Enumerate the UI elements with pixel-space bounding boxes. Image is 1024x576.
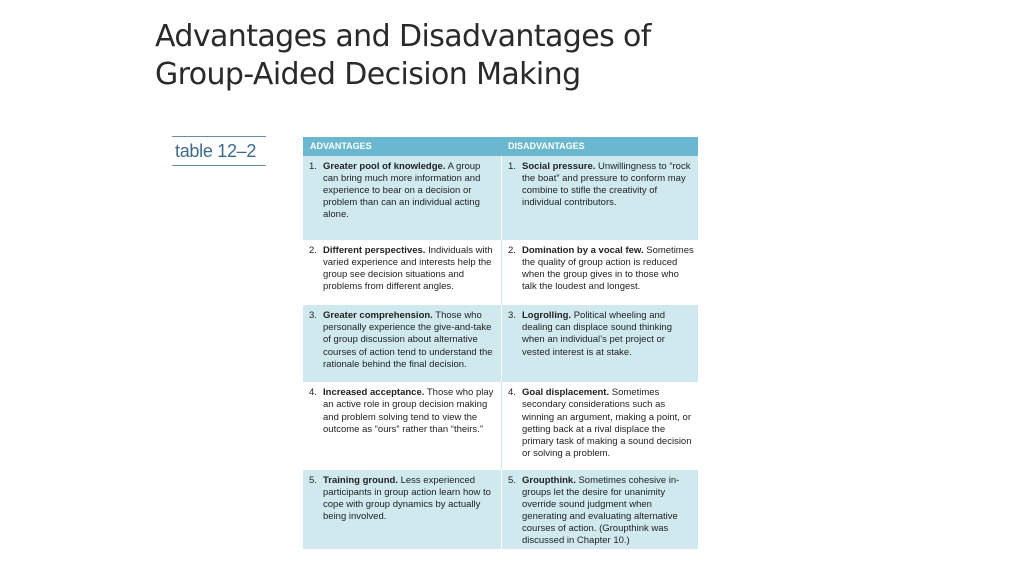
disadvantage-title: Social pressure. (522, 161, 596, 172)
advantage-text: Less experienced participants in group action learn how to cope with group dynamics by actually being involved. (323, 475, 491, 523)
slide-title-line-1: Advantages and Disadvantages of (155, 19, 651, 54)
disadvantage-text: Unwillingness to “rock the boat” and pressure to conform may combine to stifle the creativity of individual contributors. (522, 161, 691, 209)
advantage-text: Individuals with varied experience and interests help the group see decision situations and problems from different angles. (323, 244, 493, 293)
table-row (303, 382, 698, 470)
disadvantage-cell (502, 156, 698, 240)
disadvantage-title: Groupthink. (522, 475, 576, 487)
disadvantage-title: Logrolling. (522, 310, 572, 322)
table-row (303, 156, 698, 240)
table-row (303, 305, 698, 382)
advantage-text: Those who play an active role in group decision making and problem solving tend to view the outcome as “ours” rather than “theirs.” (323, 387, 494, 435)
disadvantage-number: 4. (508, 387, 516, 399)
disadvantage-number: 3. (508, 310, 516, 322)
disadvantage-cell (502, 305, 698, 382)
advantage-number: 4. (309, 387, 317, 399)
advantage-cell (303, 240, 502, 306)
advantage-title: Different perspectives. (323, 244, 426, 256)
header-disadvantages: DISADVANTAGES (508, 141, 585, 151)
table-label: table 12–2 (172, 136, 266, 166)
advantage-cell (303, 305, 502, 382)
advantage-number: 2. (309, 244, 317, 256)
disadvantage-number: 1. (508, 161, 516, 172)
advantage-cell (303, 470, 502, 549)
advantage-cell (303, 156, 502, 240)
disadvantage-text: Sometimes the quality of group action is reduced when the group gives in to those who talk the loudest and longest. (522, 244, 694, 293)
advantage-number: 1. (309, 161, 317, 172)
advantage-cell (303, 382, 502, 470)
table-header (303, 137, 698, 156)
slide-title-line-2: Group-Aided Decision Making (155, 57, 581, 92)
disadvantage-number: 2. (508, 244, 516, 256)
disadvantage-title: Goal displacement. (522, 387, 610, 399)
slide-title (155, 18, 715, 94)
advantage-title: Greater comprehension. (323, 310, 433, 322)
advantage-text: A group can bring much more information and experience to bear on a decision or problem than can an individual acting alone. (323, 161, 481, 221)
advantage-title: Training ground. (323, 475, 398, 487)
disadvantage-cell (502, 382, 698, 470)
advantage-number: 5. (309, 475, 317, 487)
advantage-title: Greater pool of knowledge. (323, 161, 446, 172)
advantage-text: Those who personally experience the give-and-take of group discussion about alternative courses of action tend to understand the rationale behind the final decision. (323, 310, 493, 370)
disadvantage-text: Sometimes secondary considerations such as winning an argument, making a point, or getting back at a rival displace the primary task of making a sound decision or solving a problem. (522, 387, 692, 459)
disadvantage-text: Political wheeling and dealing can displace sound thinking when an individual’s pet project or vested interest is at stake. (522, 310, 672, 358)
advantage-number: 3. (309, 310, 317, 322)
disadvantage-cell (502, 470, 698, 549)
disadvantage-text: Sometimes cohesive in-groups let the desire for unanimity override sound judgment when generating and evaluating alternative courses of action. (Groupthink was discussed in Chapter 10.) (522, 475, 680, 547)
disadvantage-cell (502, 240, 698, 306)
table-row (303, 470, 698, 549)
table-row (303, 240, 698, 306)
disadvantage-title: Domination by a vocal few. (522, 244, 644, 256)
header-advantages: ADVANTAGES (310, 141, 372, 151)
disadvantage-number: 5. (508, 475, 516, 487)
advantage-title: Increased acceptance. (323, 387, 425, 399)
advantages-disadvantages-table (303, 137, 698, 549)
